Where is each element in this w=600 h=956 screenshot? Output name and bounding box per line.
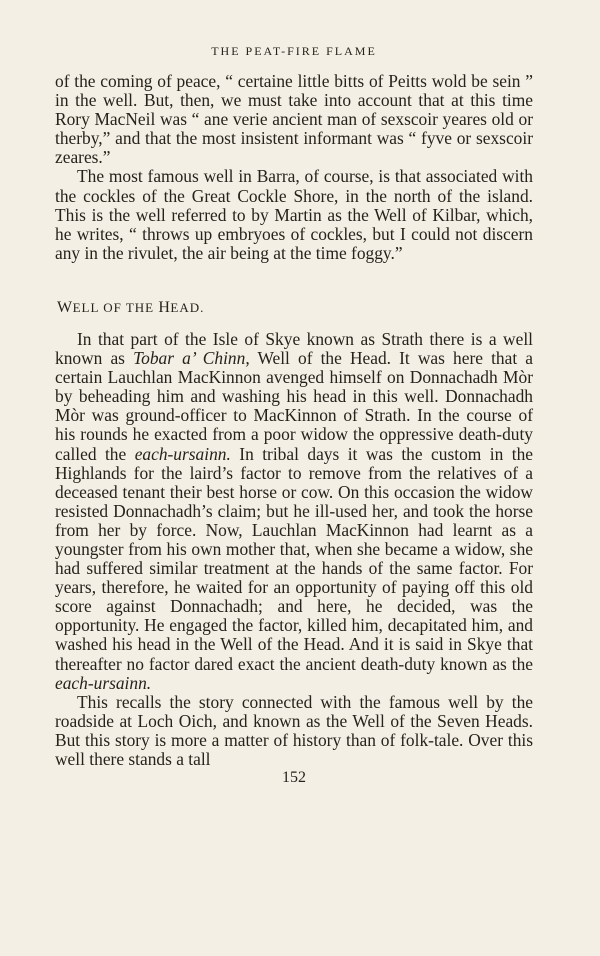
paragraph-seven-heads: This recalls the story connected with the famous well by the roadside at Loch Oich, and known as the Well of the Seven Heads. But this story is more a matter of history than of folk-tale. Over this well there stands a tall <box>55 691 533 769</box>
heading-initial-h: H <box>158 298 171 316</box>
text-run: Well of the Head. It was here that a certain Lauchlan MacKinnon avenged himself on Donnachadh Mòr by beheading him and washing his head in this well. Donnachadh Mòr was ground-officer to MacKinnon of Strath. In the course of his rounds he exacted from a poor widow the oppressive death-duty called the <box>55 348 533 464</box>
paragraph-well-of-the-head <box>55 330 533 693</box>
running-head: THE PEAT-FIRE FLAME <box>211 44 377 58</box>
page-number: 152 <box>282 769 306 787</box>
gaelic-term-each-ursainn: each-ursainn. <box>134 443 231 464</box>
text-run: In tribal days it was the custom in the Highlands for the laird’s factor to remove from the relatives of a deceased tenant their best horse or cow. On this occasion the widow resisted Donnachadh’s claim; but he ill-used her, and took the horse from her by force. Now, Lauchlan MacKinnon had learnt as a youngster from his own mother that, when she became a widow, she had suffered similar treatment at the hands of the same factor. For years, therefore, he waited for an opportunity of paying off this old score against Donnachadh; and here, he decided, was the opportunity. He engaged the factor, killed him, decapitated him, and washed his head in the Well of the Head. And it is said in Skye that thereafter no factor dared exact the ancient death-duty known as the <box>55 443 533 674</box>
heading-smallcaps-2: EAD. <box>170 299 205 315</box>
heading-initial-w: W <box>57 298 73 316</box>
gaelic-term-each-ursainn-2: each-ursainn. <box>55 672 152 693</box>
section-heading <box>57 299 533 317</box>
paragraph-peitts: of the coming of peace, “ certaine little bitts of Peitts wold be sein ” in the well. But, then, we must take into account that at this time Rory MacNeil was “ ane verie ancient man of sexscoir yeares old or therby,” and that the most insistent informant was “ fyve or sexscoir zeares.” <box>55 71 533 168</box>
book-page <box>55 44 533 787</box>
paragraph-barra-well: The most famous well in Barra, of course, is that associated with the cockles of the Great Cockle Shore, in the north of the island. This is the well referred to by Martin as the Well of Kilbar, which, he writes, “ throws up embryoes of cockles, but I could not discern any in the rivulet, the air being at the time foggy.” <box>55 166 533 263</box>
gaelic-term-tobar: Tobar a’ Chinn, <box>133 348 250 369</box>
text-run: In that part of the Isle of Skye known as Strath there is a well known as <box>55 328 533 369</box>
heading-smallcaps-1: ELL OF THE <box>72 299 159 315</box>
